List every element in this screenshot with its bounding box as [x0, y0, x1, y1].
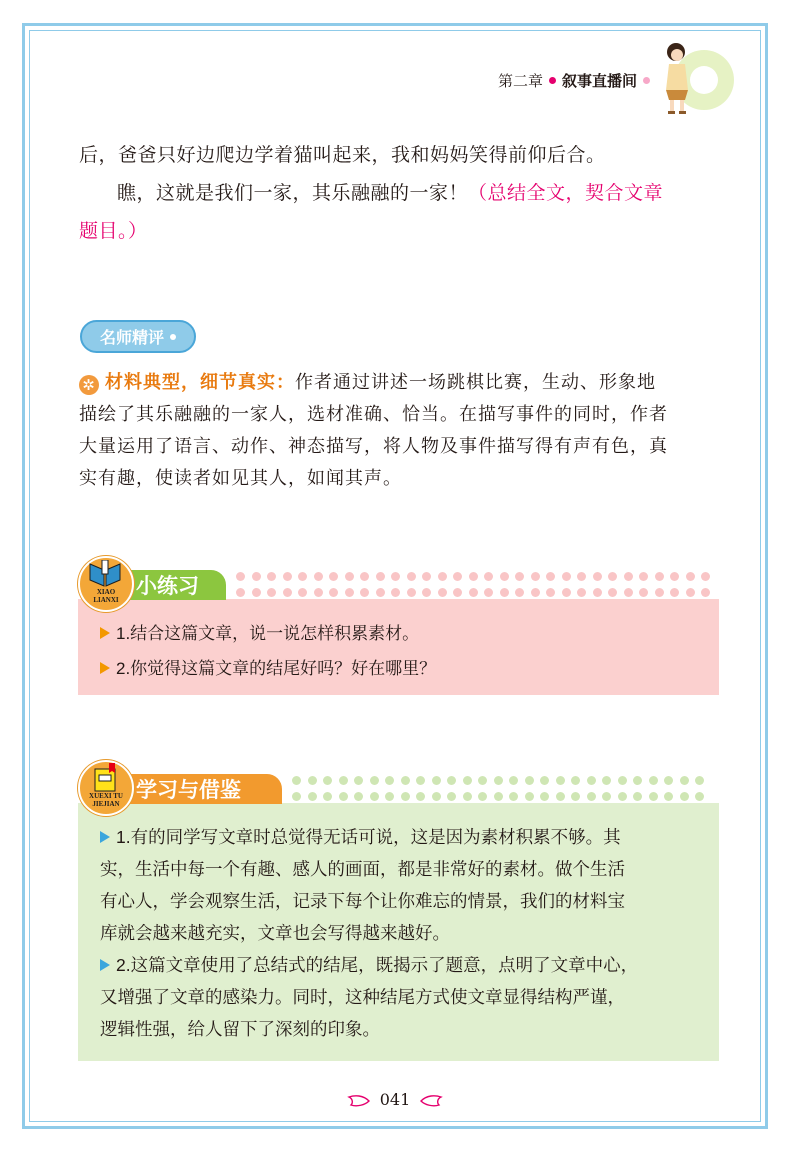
- decor-dot: [655, 572, 664, 581]
- practice-text: 1.结合这篇文章，说一说怎样积累素材。: [116, 624, 420, 643]
- decor-dot: [401, 776, 410, 785]
- decor-dot: [236, 572, 245, 581]
- learn-text: 2.这篇文章使用了总结式的结尾，既揭示了题意，点明了文章中心，: [116, 955, 639, 975]
- decor-dot: [515, 572, 524, 581]
- decor-dot: [540, 776, 549, 785]
- decor-dot: [447, 792, 456, 801]
- decor-dot: [267, 588, 276, 597]
- teacher-review-label: [80, 320, 196, 353]
- learn-text: 库就会越来越充实，文章也会写得越来越好。: [100, 923, 450, 943]
- decor-dot: [633, 792, 642, 801]
- decor-dot: [376, 588, 385, 597]
- decor-dot: [252, 588, 261, 597]
- right-wing-icon: [419, 1093, 443, 1109]
- teacher-review-title: 名师精评: [99, 328, 164, 347]
- learn-text: 有心人，学会观察生活，记录下每个让你难忘的情景，我们的材料宝: [100, 891, 625, 911]
- decor-dot: [432, 776, 441, 785]
- decor-dot: [633, 776, 642, 785]
- article-line: [79, 212, 148, 250]
- decor-dot: [370, 776, 379, 785]
- chapter-label: 第二章: [498, 71, 544, 90]
- practice-dots: [236, 572, 717, 597]
- decor-dot: [664, 776, 673, 785]
- decor-dot: [639, 572, 648, 581]
- decor-dot: [680, 792, 689, 801]
- flower-icon: ✲: [79, 375, 99, 395]
- decor-dot: [308, 776, 317, 785]
- badge-text-line: JIEJIAN: [92, 800, 120, 808]
- review-line: 描绘了其乐融融的一家人，选材准确、恰当。在描写事件的同时，作者: [79, 404, 668, 425]
- decor-dot: [670, 588, 679, 597]
- decor-dot: [447, 776, 456, 785]
- dot-icon: [170, 334, 176, 340]
- review-line: 大量运用了语言、动作、神态描写，将人物及事件描写得有声有色，真: [79, 436, 668, 457]
- decor-dot: [345, 572, 354, 581]
- decor-dot: [509, 776, 518, 785]
- decor-dot: [236, 588, 245, 597]
- decor-dot: [298, 588, 307, 597]
- learn-title: 学习与借鉴: [136, 779, 241, 802]
- decor-dot: [308, 792, 317, 801]
- decor-dot: [385, 776, 394, 785]
- decor-dot: [360, 572, 369, 581]
- decor-dot: [416, 776, 425, 785]
- decor-dot: [593, 588, 602, 597]
- article-line: [117, 174, 663, 212]
- decor-dot: [391, 572, 400, 581]
- page-number: [0, 1090, 790, 1109]
- decor-dot: [432, 792, 441, 801]
- decor-dot: [618, 792, 627, 801]
- decor-dot: [478, 792, 487, 801]
- decor-dot: [655, 588, 664, 597]
- decor-dot: [463, 776, 472, 785]
- decor-dot: [571, 792, 580, 801]
- decor-dot: [587, 792, 596, 801]
- decor-dot: [695, 776, 704, 785]
- decor-dot: [323, 776, 332, 785]
- header-dot: [549, 77, 556, 84]
- decor-dot: [500, 572, 509, 581]
- decor-dot: [422, 588, 431, 597]
- learn-line: [100, 821, 719, 853]
- decor-dot: [593, 572, 602, 581]
- arrow-icon: [100, 662, 110, 674]
- decor-dot: [391, 588, 400, 597]
- review-line: 实有趣，使读者如见其人，如闻其声。: [79, 468, 402, 489]
- decor-dot: [339, 792, 348, 801]
- decor-dot: [649, 792, 658, 801]
- decor-dot: [624, 588, 633, 597]
- decor-dot: [509, 792, 518, 801]
- decor-dot: [416, 792, 425, 801]
- decor-dot: [267, 572, 276, 581]
- review-lead: 材料典型，细节真实：: [105, 372, 295, 392]
- decor-dot: [453, 588, 462, 597]
- section-label: 叙事直播间: [562, 72, 638, 90]
- decor-dot: [329, 588, 338, 597]
- decor-dot: [525, 776, 534, 785]
- decor-dot: [546, 572, 555, 581]
- decor-dot: [478, 776, 487, 785]
- decor-dot: [345, 588, 354, 597]
- decor-dot: [701, 588, 710, 597]
- decor-dot: [469, 572, 478, 581]
- learn-text: 又增强了文章的感染力。同时，这种结尾方式使文章显得结构严谨，: [100, 987, 625, 1007]
- page-number-text: 041: [379, 1090, 411, 1109]
- decor-dot: [695, 792, 704, 801]
- decor-dot: [385, 792, 394, 801]
- decor-dot: [608, 588, 617, 597]
- article-line: [79, 136, 606, 174]
- review-line: 作者通过讲述一场跳棋比赛，生动、形象地: [295, 372, 656, 393]
- chapter-header: [498, 68, 656, 92]
- arrow-icon: [100, 959, 110, 971]
- badge-text-line: XUEXI TU: [89, 792, 123, 800]
- book-pencil-icon: [87, 560, 123, 588]
- badge-text: [80, 588, 132, 604]
- decor-dot: [608, 572, 617, 581]
- decor-dot: [314, 588, 323, 597]
- decor-dot: [515, 588, 524, 597]
- girl-illustration-icon: [652, 38, 734, 120]
- decor-dot: [494, 776, 503, 785]
- decor-dot: [354, 776, 363, 785]
- badge-text-line: LIANXI: [93, 596, 119, 604]
- decor-dot: [602, 776, 611, 785]
- decor-dot: [556, 792, 565, 801]
- decor-dot: [329, 572, 338, 581]
- learn-badge: [78, 760, 134, 816]
- decor-dot: [571, 776, 580, 785]
- decor-dot: [360, 588, 369, 597]
- arrow-icon: [100, 831, 110, 843]
- practice-box: [78, 599, 719, 695]
- decor-dot: [649, 776, 658, 785]
- learn-text: 1.有的同学写文章时总觉得无话可说，这是因为素材积累不够。其: [116, 827, 621, 847]
- decor-dot: [577, 588, 586, 597]
- decor-dot: [531, 588, 540, 597]
- decor-dot: [618, 776, 627, 785]
- practice-item: [100, 654, 719, 679]
- decor-dot: [339, 776, 348, 785]
- decor-dot: [670, 572, 679, 581]
- decor-dot: [407, 588, 416, 597]
- decor-dot: [701, 572, 710, 581]
- left-wing-icon: [347, 1093, 371, 1109]
- learn-dots: [292, 776, 711, 801]
- practice-badge: [78, 556, 134, 612]
- decor-dot: [401, 792, 410, 801]
- practice-item: [100, 619, 719, 644]
- decor-dot: [500, 588, 509, 597]
- decor-dot: [292, 792, 301, 801]
- decor-dot: [484, 572, 493, 581]
- decor-dot: [562, 572, 571, 581]
- decor-dot: [314, 572, 323, 581]
- decor-dot: [422, 572, 431, 581]
- decor-dot: [283, 588, 292, 597]
- decor-dot: [577, 572, 586, 581]
- decor-dot: [376, 572, 385, 581]
- badge-text-line: XIAO: [96, 588, 116, 596]
- decor-dot: [546, 588, 555, 597]
- article-text: 后，爸爸只好边爬边学着猫叫起来，我和妈妈笑得前仰后合。: [79, 144, 606, 166]
- decor-dot: [686, 572, 695, 581]
- learn-text: 实，生活中每一个有趣、感人的画面，都是非常好的素材。做个生活: [100, 859, 625, 879]
- decor-dot: [354, 792, 363, 801]
- decor-dot: [562, 588, 571, 597]
- notebook-icon: [91, 763, 121, 793]
- decor-dot: [407, 572, 416, 581]
- teacher-review-text: [79, 366, 719, 495]
- decor-dot: [484, 588, 493, 597]
- arrow-icon: [100, 627, 110, 639]
- practice-title: 小练习: [136, 575, 199, 598]
- decor-dot: [531, 572, 540, 581]
- decor-dot: [680, 776, 689, 785]
- decor-dot: [540, 792, 549, 801]
- decor-dot: [525, 792, 534, 801]
- decor-dot: [370, 792, 379, 801]
- decor-dot: [587, 776, 596, 785]
- learn-text: 逻辑性强，给人留下了深刻的印象。: [100, 1019, 380, 1039]
- decor-dot: [298, 572, 307, 581]
- decor-dot: [292, 776, 301, 785]
- header-dot: [643, 77, 650, 84]
- decor-dot: [664, 792, 673, 801]
- learn-line: [100, 949, 719, 981]
- article-annotation: （总结全文，契合文章: [468, 182, 664, 204]
- decor-dot: [602, 792, 611, 801]
- decor-dot: [463, 792, 472, 801]
- article-text: 瞧，这就是我们一家，其乐融融的一家！: [117, 182, 469, 204]
- decor-dot: [624, 572, 633, 581]
- decor-dot: [639, 588, 648, 597]
- decor-dot: [686, 588, 695, 597]
- decor-dot: [438, 572, 447, 581]
- article-annotation: 题目。）: [79, 220, 148, 242]
- decor-dot: [323, 792, 332, 801]
- decor-dot: [556, 776, 565, 785]
- learn-box: [78, 803, 719, 1061]
- decor-dot: [469, 588, 478, 597]
- decor-dot: [283, 572, 292, 581]
- badge-text: [80, 792, 132, 808]
- decor-dot: [453, 572, 462, 581]
- decor-dot: [494, 792, 503, 801]
- learn-tab: [110, 774, 282, 804]
- practice-text: 2.你觉得这篇文章的结尾好吗？好在哪里？: [116, 659, 437, 678]
- decor-dot: [252, 572, 261, 581]
- decor-dot: [438, 588, 447, 597]
